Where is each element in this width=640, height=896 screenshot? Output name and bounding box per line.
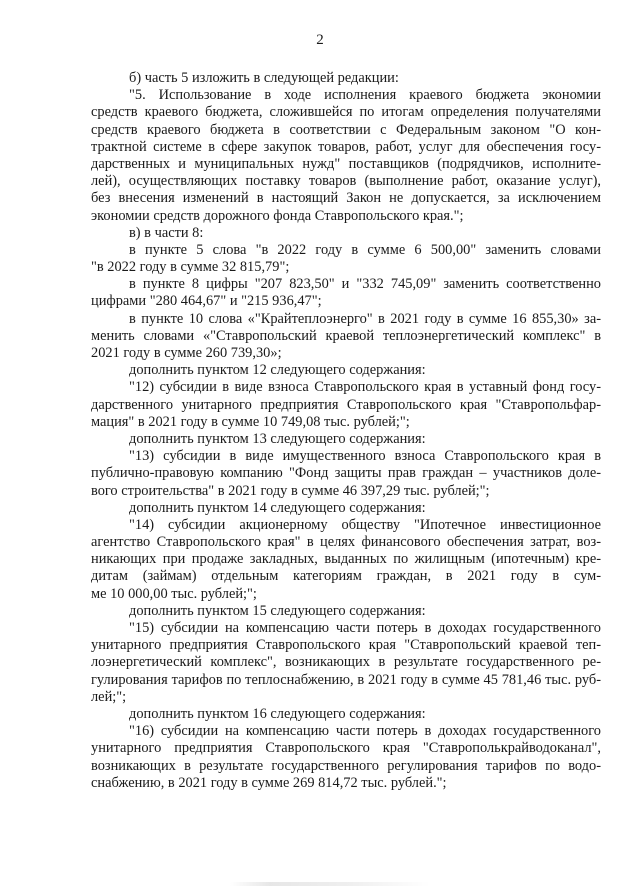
text-line: экономии средств дорожного фонда Ставропольского края.";: [91, 207, 464, 224]
text-line: в пункте 10 слова «"Крайтеплоэнерго" в 2021 году в сумме 16 855,30» за-: [129, 310, 601, 327]
text-line: "12) субсидии в виде взноса Ставропольского края в уставный фонд госу-: [129, 379, 601, 396]
page-number: 2: [316, 32, 324, 48]
text-line: в пункте 5 слова "в 2022 году в сумме 6 500,00" заменить словами: [129, 241, 601, 258]
text-line: вого строительства" в 2021 году в сумме 46 397,29 тыс. рублей;";: [91, 482, 490, 499]
text-line: ме 10 000,00 тыс. рублей;";: [91, 585, 257, 602]
text-line: "14) субсидии акционерному обществу "Ипотечное инвестиционное: [129, 516, 601, 533]
text-line: агентство Ставропольского края" в целях финансового обеспечения затрат, воз-: [91, 534, 601, 551]
text-line: "в 2022 году в сумме 32 815,79";: [91, 259, 290, 276]
text-line: дополнить пунктом 16 следующего содержания:: [129, 705, 426, 722]
scan-artifact: [230, 882, 430, 886]
text-line: дополнить пунктом 12 следующего содержания:: [129, 362, 426, 379]
text-line: в пункте 8 цифры "207 823,50" и "332 745,09" заменить соответственно: [129, 276, 601, 293]
text-line: "13) субсидии в виде имущественного взноса Ставропольского края в: [129, 448, 601, 465]
text-line: средств краевого бюджета в соответствии с Федеральным законом "О кон-: [91, 121, 601, 138]
text-line: никающих при продаже закладных, выданных по жилищным (ипотечным) кре-: [91, 551, 601, 568]
text-line: "5. Использование в ходе исполнения краевого бюджета экономии: [129, 87, 601, 104]
text-line: унитарного предприятия Ставропольского края "Ставропольский краевой теп-: [91, 637, 601, 654]
text-line: дарственных и муниципальных нужд" поставщиков (подрядчиков, исполните-: [91, 155, 601, 172]
document-body: [91, 70, 601, 792]
text-line: менить словами «"Ставропольский краевой теплоэнергетический комплекс" в: [91, 327, 601, 344]
text-line: публично-правовую компанию "Фонд защиты прав граждан – участников доле-: [91, 465, 601, 482]
text-line: лоэнергетический комплекс", возникающих в результате государственного ре-: [91, 654, 601, 671]
text-line: снабжению, в 2021 году в сумме 269 814,72 тыс. рублей.";: [91, 774, 447, 791]
text-line: дополнить пунктом 13 следующего содержания:: [129, 430, 426, 447]
text-line: гулирования тарифов по теплоснабжению, в 2021 году в сумме 45 781,46 тыс. руб-: [91, 671, 601, 688]
text-line: дополнить пунктом 15 следующего содержания:: [129, 602, 426, 619]
text-line: дарственного унитарного предприятия Ставропольского края "Ставропольфар-: [91, 396, 601, 413]
text-line: "16) субсидии на компенсацию части потерь в доходах государственного: [129, 723, 601, 740]
text-line: возникающих в результате государственного регулирования тарифов по водо-: [91, 757, 601, 774]
text-line: в) в части 8:: [129, 224, 204, 241]
text-line: без внесения изменений в настоящий Закон не допускается, за исключением: [91, 190, 601, 207]
text-line: трактной системе в сфере закупок товаров, работ, услуг для обеспечения госу-: [91, 138, 601, 155]
text-line: цифрами "280 464,67" и "215 936,47";: [91, 293, 322, 310]
text-line: мация" в 2021 году в сумме 10 749,08 тыс. рублей;";: [91, 413, 410, 430]
text-line: лей), осуществляющих поставку товаров (выполнение работ, оказание услуг),: [91, 173, 601, 190]
text-line: дополнить пунктом 14 следующего содержания:: [129, 499, 426, 516]
text-line: "15) субсидии на компенсацию части потерь в доходах государственного: [129, 620, 601, 636]
text-line: 2021 году в сумме 260 739,30»;: [91, 345, 282, 361]
text-line: средств краевого бюджета, сложившейся по итогам определения получателями: [91, 104, 601, 121]
text-line: унитарного предприятия Ставропольского края "Ставрополькрайводоканал",: [91, 740, 601, 757]
text-line: лей;";: [91, 688, 127, 705]
text-line: дитам (займам) отдельным категориям граждан, в 2021 году в сум-: [91, 568, 601, 585]
text-line: б) часть 5 изложить в следующей редакции:: [129, 70, 399, 86]
